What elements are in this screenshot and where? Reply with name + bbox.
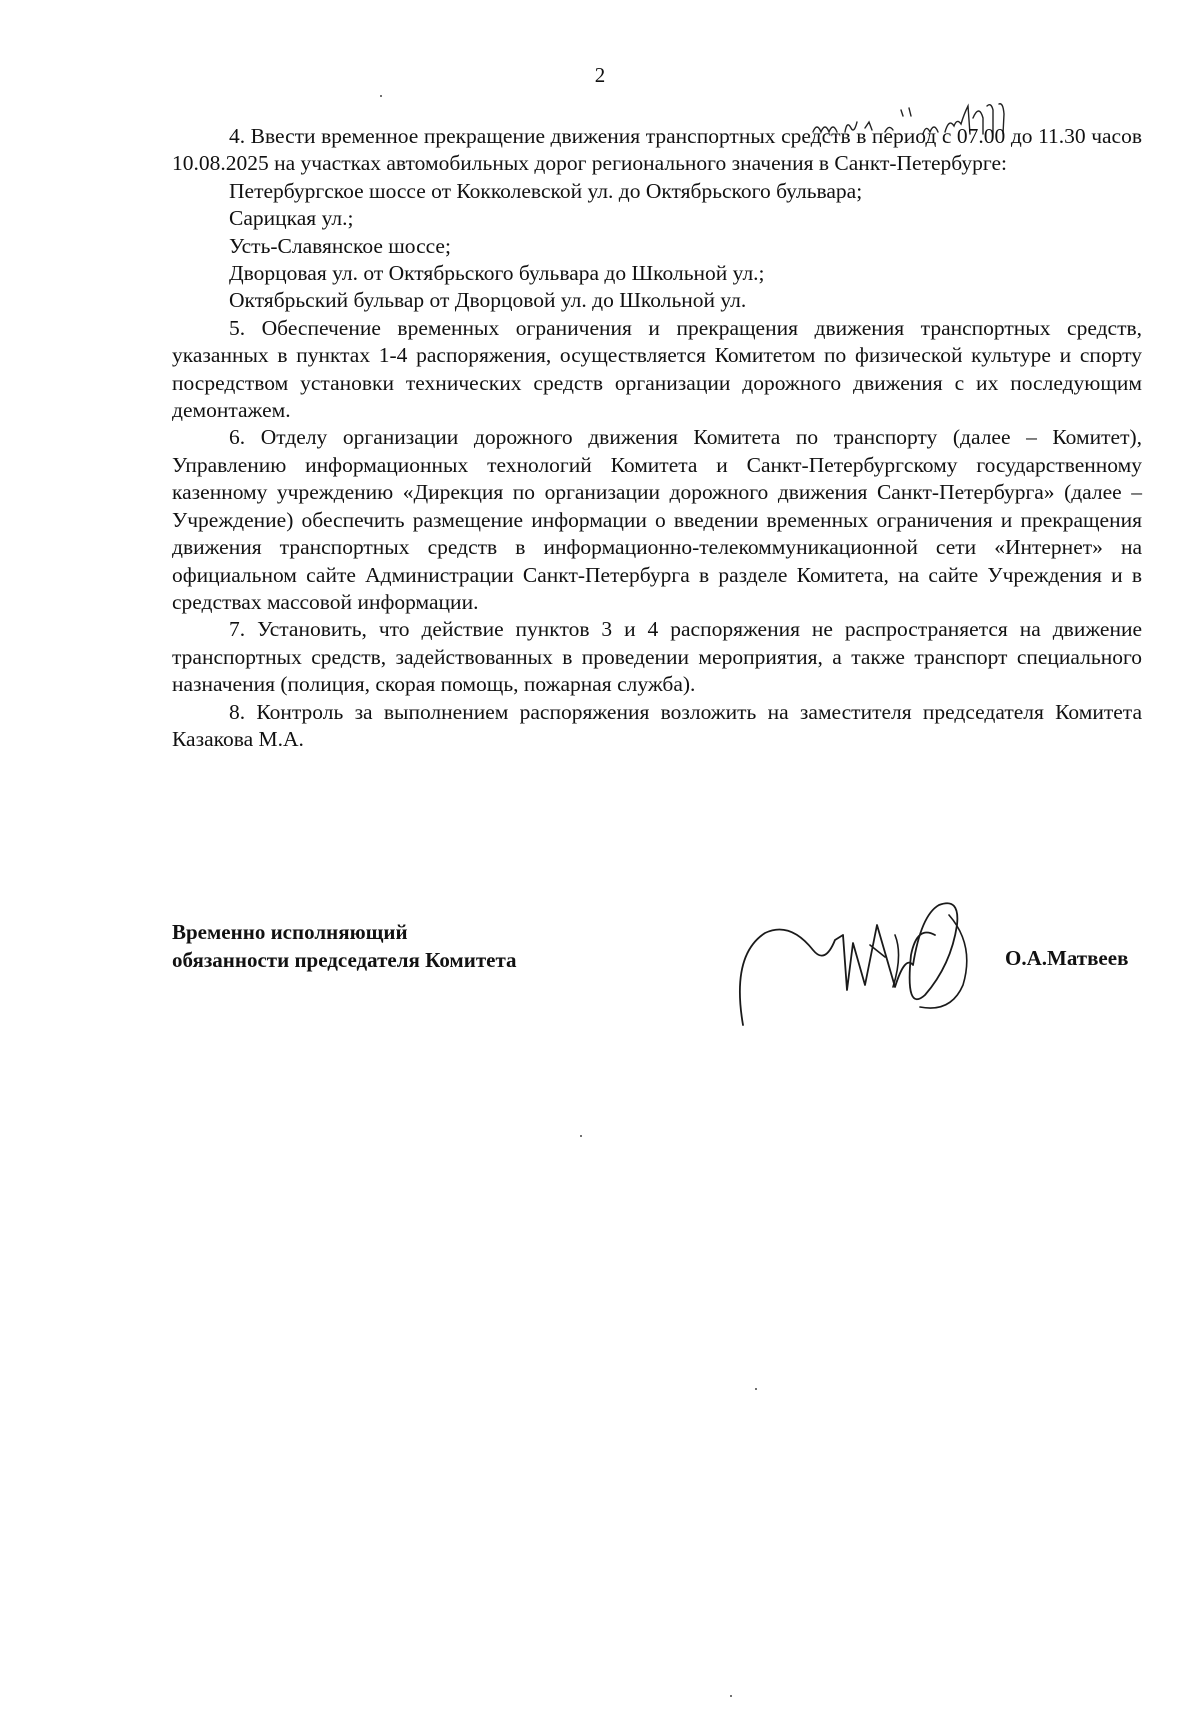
scan-speck [730,1695,732,1697]
road-item: Петербургское шоссе от Кокколевской ул. до Октябрьского бульвара; [229,178,863,203]
paragraph-6: 6. Отделу организации дорожного движения Комитета по транспорту (далее – Комитет), Управлению информационных технологий Комитета и Санкт-Петербургскому государственному казенному учреждению «Дирекция по организации дорожного движения Санкт-Петербурга» (далее – Учреждение) обеспечить размещение информации о введении временных ограничения и прекращения движения транспортных средств в информационно-телекоммуникационной сети «Интернет» на официальном сайте Администрации Санкт-Петербурга в разделе Комитета, на сайте Учреждения и в средствах массовой информации. [172,425,1142,614]
road-item: Октябрьский бульвар от Дворцовой ул. до Школьной ул. [229,288,747,313]
signer-name: О.А.Матвеев [1005,946,1129,970]
scan-speck [380,95,382,97]
scan-speck [755,1388,757,1390]
page-number: 2 [594,63,606,87]
road-item: Усть-Славянское шоссе; [229,233,451,258]
road-item: Дворцовая ул. от Октябрьского бульвара до Школьной ул.; [229,261,765,286]
signer-title-line-2: обязанности председателя Комитета [172,948,517,972]
paragraph-8: 8. Контроль за выполнением распоряжения возложить на заместителя председателя Комитета Казакова М.А. [172,699,1142,751]
road-item: Сарицкая ул.; [229,206,354,231]
document-body [172,123,1142,753]
scan-speck [580,1135,582,1137]
paragraph-4: 4. Ввести временное прекращение движения транспортных средств в период с 07.00 до 11.30 часов 10.08.2025 на участках автомобильных дорог регионального значения в Санкт-Петербурге: [172,124,1142,176]
signer-title [172,918,517,974]
signer-title-line-1: Временно исполняющий [172,920,408,944]
paragraph-5: 5. Обеспечение временных ограничения и прекращения движения транспортных средств, указанных в пунктах 1-4 распоряжения, осуществляется Комитетом по физической культуре и спорту посредством установки технических средств организации дорожного движения с их последующим демонтажем. [172,315,1142,423]
paragraph-7: 7. Установить, что действие пунктов 3 и 4 распоряжения не распространяется на движение транспортных средств, задействованных в проведении мероприятия, а также транспорт специального назначения (полиция, скорая помощь, пожарная служба). [172,617,1142,697]
handwritten-signature-icon [735,895,995,1030]
